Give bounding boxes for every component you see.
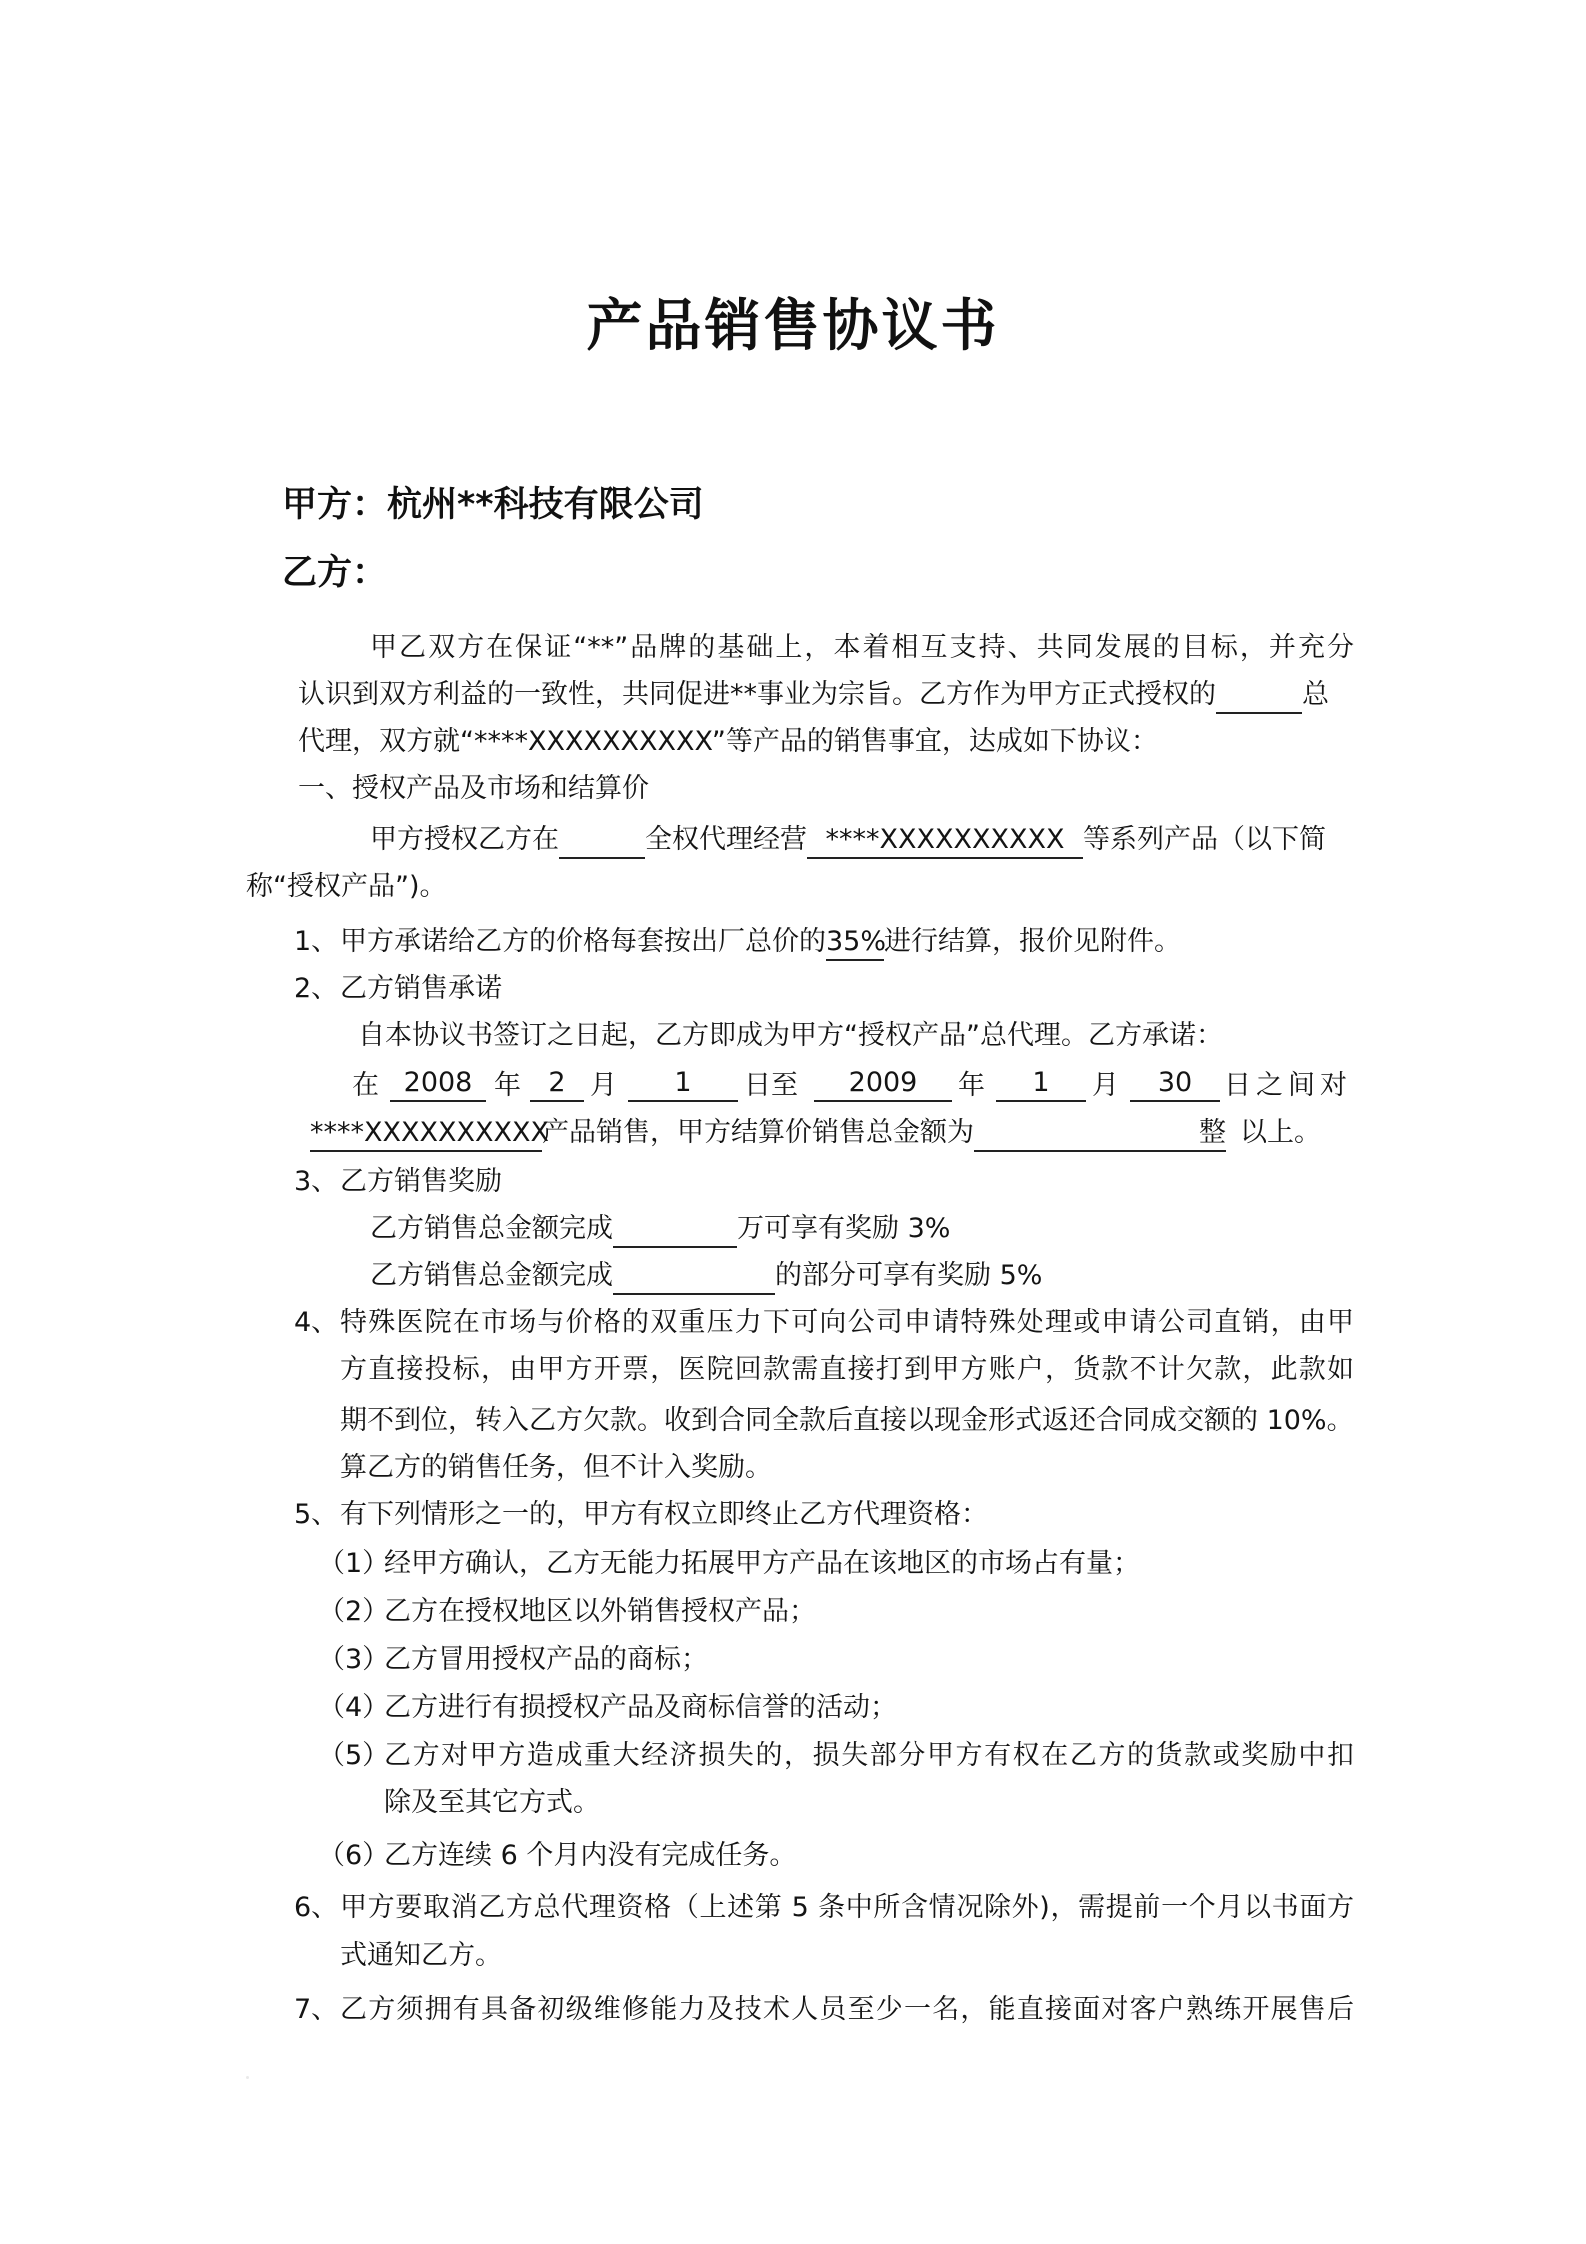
authorization-line-2: 称“授权产品”)。 bbox=[246, 871, 447, 902]
intro-line-2-end: 总 bbox=[1302, 679, 1329, 710]
end-month: 1 bbox=[996, 1066, 1086, 1102]
sales-text-b: 以上。 bbox=[1240, 1117, 1321, 1148]
reward-1-amount-blank bbox=[613, 1212, 737, 1248]
zheng-label: 整 bbox=[1199, 1117, 1226, 1148]
item-5-number: 5、 bbox=[294, 1499, 339, 1530]
reward-line-1 bbox=[370, 1209, 950, 1249]
reward-2-amount-blank bbox=[613, 1259, 775, 1295]
end-year: 2009 bbox=[814, 1066, 952, 1102]
item-4-number: 4、 bbox=[294, 1307, 339, 1338]
auth-text-c: 等系列产品（以下简 bbox=[1083, 824, 1326, 855]
intro-line-2-text: 认识到双方利益的一致性，共同促进**事业为宗旨。乙方作为甲方正式授权的 bbox=[298, 679, 1216, 710]
party-b: 乙方： bbox=[282, 553, 388, 593]
sub-5-text: 乙方对甲方造成重大经济损失的，损失部分甲方有权在乙方的货款或奖励中扣 bbox=[384, 1740, 1354, 1771]
item-7-line-1: 乙方须拥有具备初级维修能力及技术人员至少一名，能直接面对客户熟练开展售后 bbox=[340, 1994, 1354, 2025]
sub-4-text: 乙方进行有损授权产品及商标信誉的活动； bbox=[384, 1692, 897, 1723]
auth-text-a: 甲方授权乙方在 bbox=[370, 824, 559, 855]
sub-3-text: 乙方冒用授权产品的商标； bbox=[384, 1644, 708, 1675]
section-1-heading: 一、授权产品及市场和结算价 bbox=[298, 773, 649, 804]
sub-2-text: 乙方在授权地区以外销售授权产品； bbox=[384, 1596, 816, 1627]
item-6-line-2: 式通知乙方。 bbox=[340, 1940, 502, 1971]
item-1-text-a: 甲方承诺给乙方的价格每套按出厂总价的 bbox=[340, 926, 826, 957]
agent-level-blank bbox=[1216, 678, 1302, 714]
item-4-line-2: 方直接投标，由甲方开票，医院回款需直接打到甲方账户，货款不计欠款，此款如 bbox=[340, 1354, 1354, 1385]
item-1-text bbox=[340, 922, 1181, 962]
sub-4-number: （4） bbox=[318, 1692, 390, 1723]
authorized-product-name: ****XXXXXXXXXX bbox=[807, 823, 1083, 859]
sales-product-name: ****XXXXXXXXXX bbox=[310, 1116, 542, 1152]
item-2-heading: 乙方销售承诺 bbox=[340, 973, 502, 1004]
date-nian-2: 年 bbox=[958, 1070, 985, 1101]
party-a: 甲方：杭州**科技有限公司 bbox=[282, 485, 704, 525]
sales-text-a: 产品销售，甲方结算价销售总金额为 bbox=[542, 1117, 974, 1148]
reward-1-text-b: 万可享有奖励 3% bbox=[737, 1213, 951, 1244]
sub-6-text: 乙方连续 6 个月内没有完成任务。 bbox=[384, 1840, 797, 1871]
reward-line-2 bbox=[370, 1256, 1042, 1296]
reward-1-text-a: 乙方销售总金额完成 bbox=[370, 1213, 613, 1244]
item-4-line-4: 算乙方的销售任务，但不计入奖励。 bbox=[340, 1452, 772, 1483]
settlement-percentage: 35% bbox=[826, 925, 884, 961]
item-6-line-1: 甲方要取消乙方总代理资格（上述第 5 条中所含情况除外)，需提前一个月以书面方 bbox=[340, 1892, 1354, 1923]
item-3-number: 3、 bbox=[294, 1166, 339, 1197]
item-7-number: 7、 bbox=[294, 1994, 339, 2025]
item-5-text: 有下列情形之一的，甲方有权立即终止乙方代理资格： bbox=[340, 1499, 988, 1530]
date-ri-zhi: 日至 bbox=[744, 1070, 798, 1101]
document-title: 产品销售协议书 bbox=[586, 294, 1000, 359]
item-4-line-3: 期不到位，转入乙方欠款。收到合同全款后直接以现金形式返还合同成交额的 10%。 bbox=[340, 1405, 1354, 1436]
sub-6-number: （6） bbox=[318, 1840, 390, 1871]
authorization-line-1 bbox=[370, 820, 1326, 860]
sub-3-number: （3） bbox=[318, 1644, 390, 1675]
sub-2-number: （2） bbox=[318, 1596, 390, 1627]
end-day: 30 bbox=[1130, 1066, 1220, 1102]
item-6-number: 6、 bbox=[294, 1892, 339, 1923]
item-2-number: 2、 bbox=[294, 973, 339, 1004]
item-4-line-1: 特殊医院在市场与价格的双重压力下可向公司申请特殊处理或申请公司直销，由甲 bbox=[340, 1307, 1354, 1338]
item-1-text-b: 进行结算，报价见附件。 bbox=[884, 926, 1181, 957]
auth-text-b: 全权代理经营 bbox=[645, 824, 807, 855]
intro-line-3: 代理，双方就“****XXXXXXXXXX”等产品的销售事宜，达成如下协议： bbox=[298, 726, 1158, 757]
date-yue-1: 月 bbox=[590, 1070, 617, 1101]
item-3-heading: 乙方销售奖励 bbox=[340, 1166, 502, 1197]
scan-speck bbox=[246, 2076, 249, 2079]
region-blank bbox=[559, 823, 645, 859]
intro-line-2 bbox=[298, 675, 1329, 715]
intro-line-1: 甲乙双方在保证“**”品牌的基础上，本着相互支持、共同发展的目标，并充分 bbox=[370, 632, 1354, 663]
date-yue-2: 月 bbox=[1092, 1070, 1119, 1101]
sub-1-text: 经甲方确认，乙方无能力拓展甲方产品在该地区的市场占有量； bbox=[384, 1548, 1140, 1579]
date-zai: 在 bbox=[352, 1070, 379, 1101]
sub-5-continuation: 除及至其它方式。 bbox=[384, 1787, 600, 1818]
start-day: 1 bbox=[628, 1066, 738, 1102]
item-1-number: 1、 bbox=[294, 926, 339, 957]
sub-1-number: （1） bbox=[318, 1548, 390, 1579]
start-year: 2008 bbox=[390, 1066, 486, 1102]
reward-2-text-a: 乙方销售总金额完成 bbox=[370, 1260, 613, 1291]
reward-2-text-b: 的部分可享有奖励 5% bbox=[775, 1260, 1043, 1291]
total-amount-blank bbox=[974, 1116, 1226, 1152]
sub-5-number: （5） bbox=[318, 1740, 390, 1771]
date-ri-zhi-jian-dui: 日之间对 bbox=[1224, 1070, 1352, 1101]
item-2-body: 自本协议书签订之日起，乙方即成为甲方“授权产品”总代理。乙方承诺： bbox=[358, 1020, 1223, 1051]
sales-line bbox=[310, 1113, 1321, 1153]
start-month: 2 bbox=[530, 1066, 584, 1102]
date-nian-1: 年 bbox=[494, 1070, 521, 1101]
